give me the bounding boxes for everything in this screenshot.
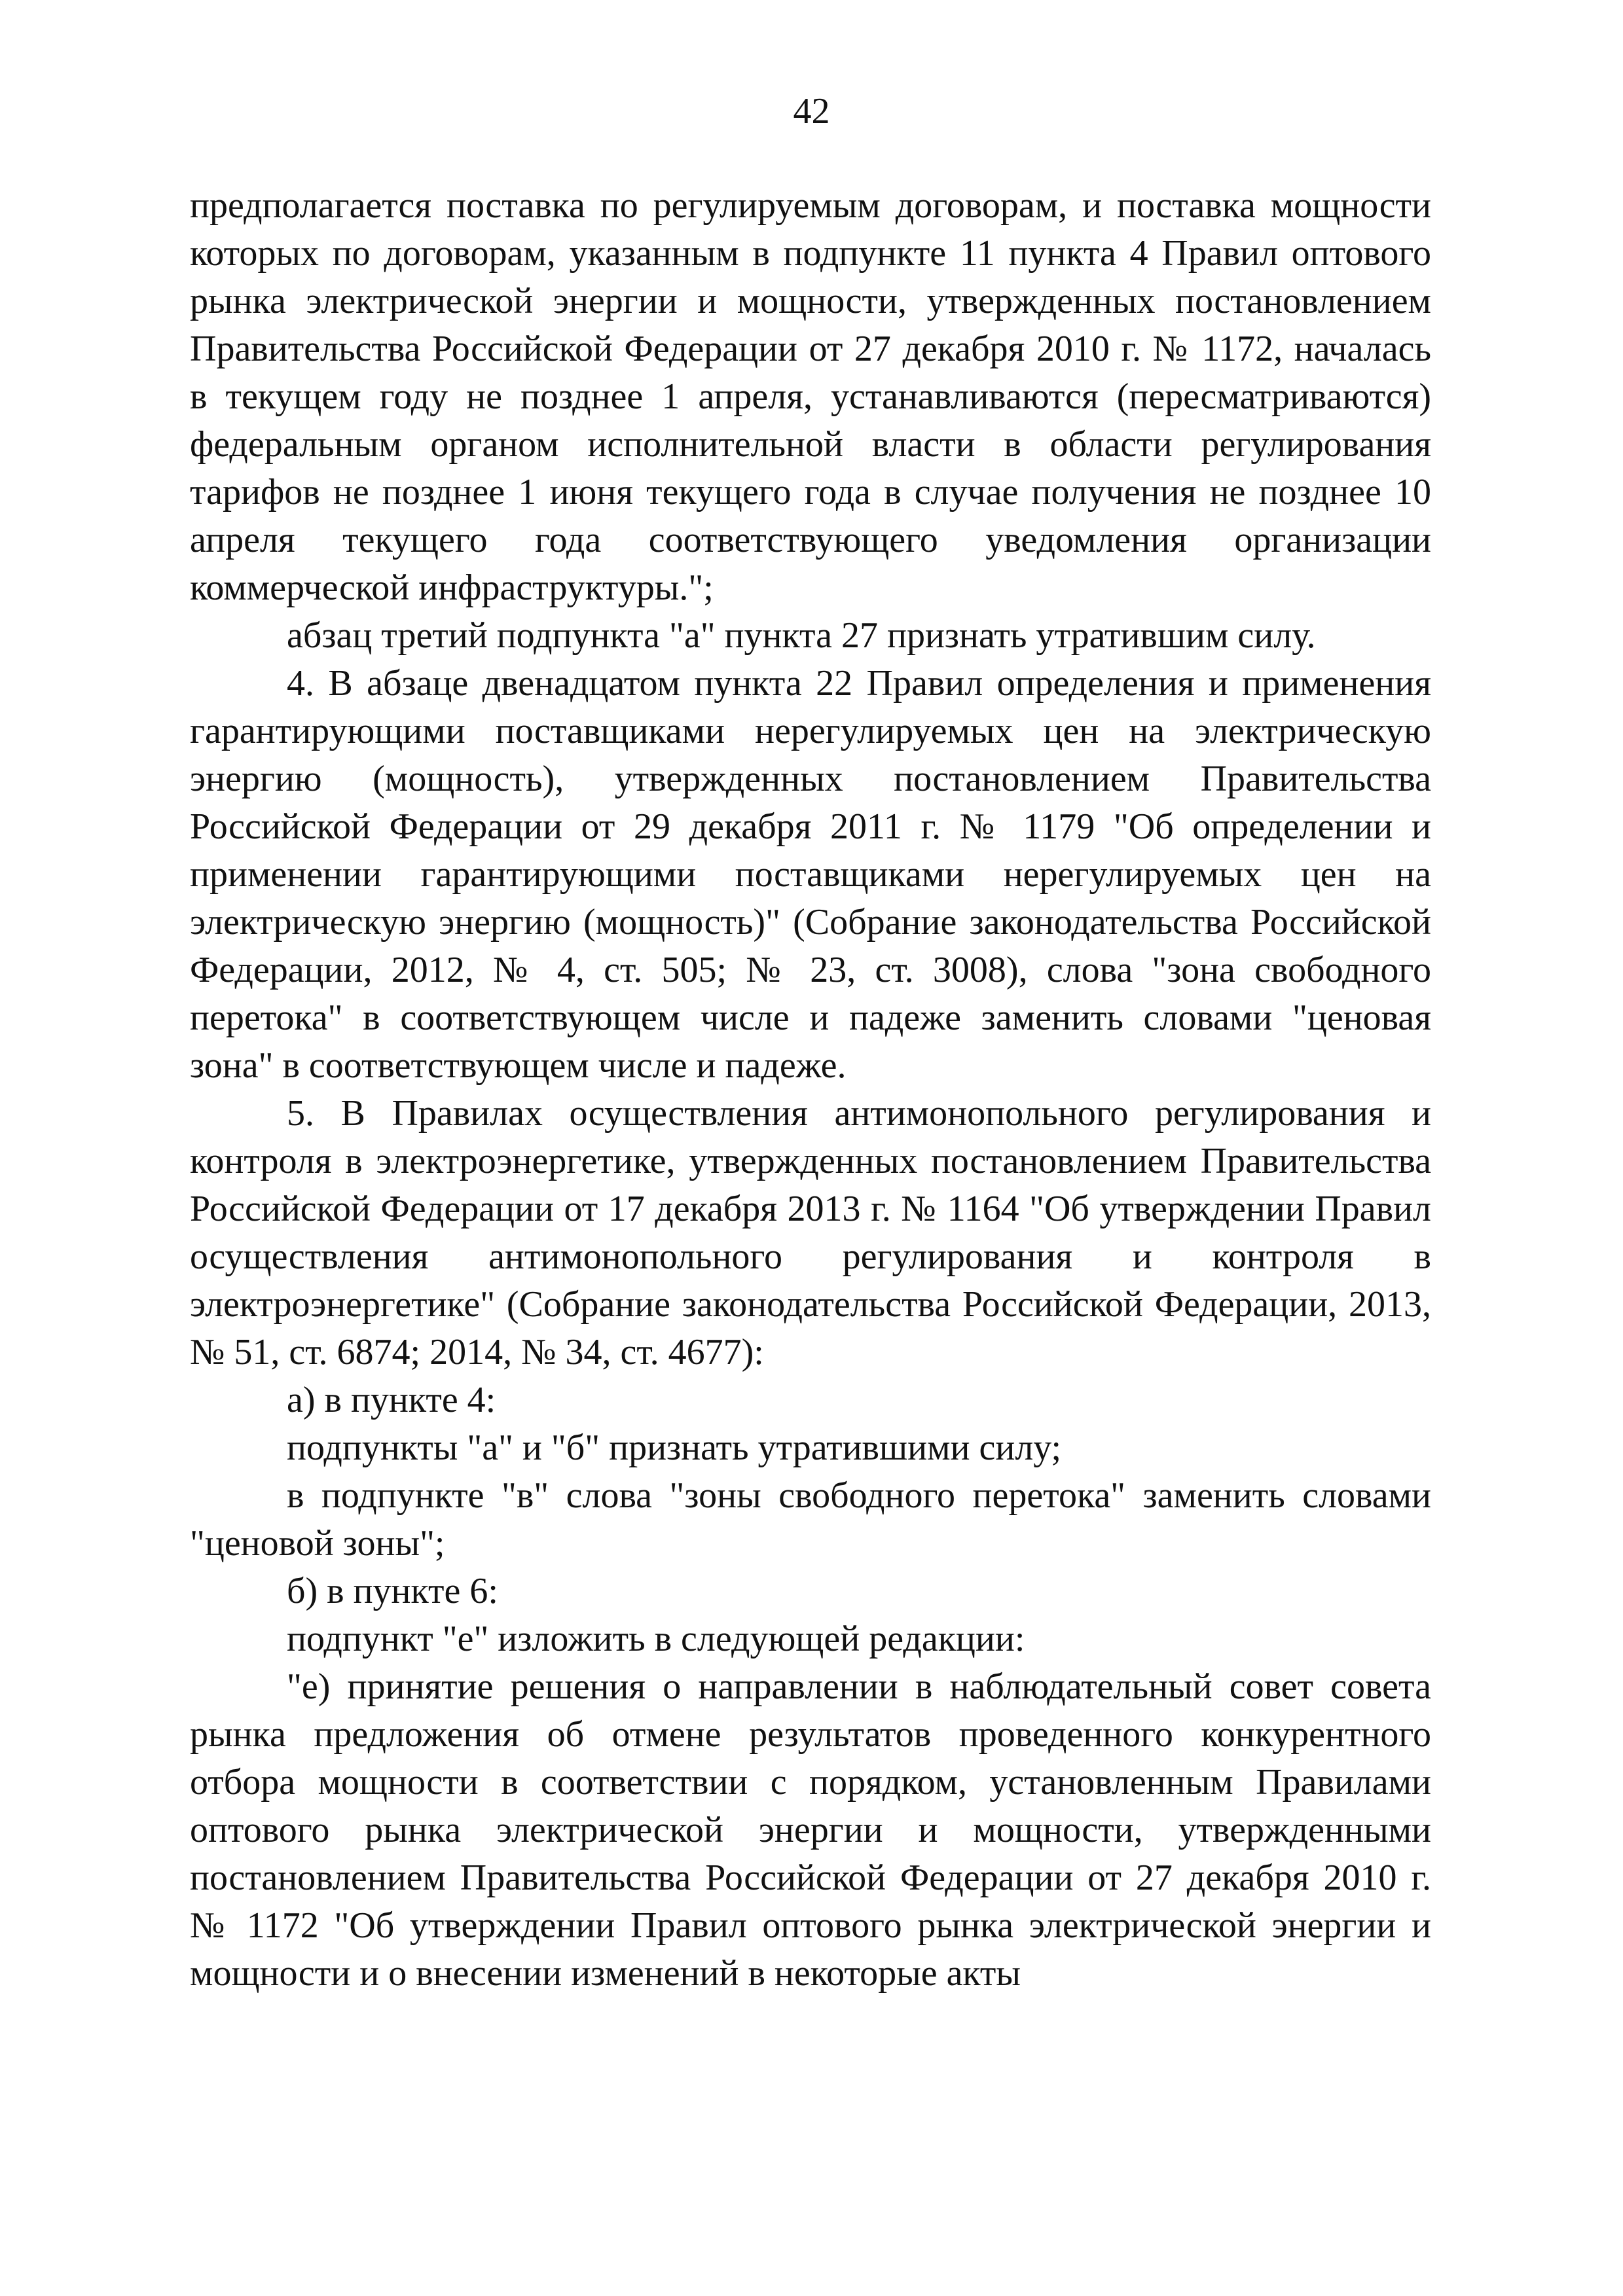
paragraph-subitem-a: а) в пункте 4: — [287, 1380, 496, 1420]
paragraph-subitems-a-b: подпункты "а" и "б" признать утратившими силу; — [287, 1427, 1062, 1468]
paragraph-abzac-tretiy: абзац третий подпункта "а" пункта 27 признать утратившим силу. — [287, 615, 1316, 656]
page-number: 42 — [793, 91, 830, 132]
paragraph-subitem-e-text: "е) принятие решения о направлении в наблюдательный совет совета рынка предложения об отмене результатов проведенного конкурентного отбора мощности в соответствии с порядком, установленным Правилами оптового рынка электрической энергии и мощности, утвержденными постановлением Правительства Российской Федерации от 27 декабря 2010 г. № 1172 "Об утверждении Правил оптового рынка электрической энергии и мощности и о внесении изменений в некоторые акты — [190, 1666, 1431, 1994]
paragraph-continuation: предполагается поставка по регулируемым договорам, и поставка мощности которых по договорам, указанным в подпункте 11 пункта 4 Правил оптового рынка электрической энергии и мощности, утвержденных постановлением Правительства Российской Федерации от 27 декабря 2010 г. № 1172, началась в текущем году не позднее 1 апреля, устанавливаются (пересматриваются) федеральным органом исполнительной власти в области регулирования тарифов не позднее 1 июня текущего года в случае получения не позднее 10 апреля текущего года соответствующего уведомления организации коммерческой инфраструктуры."; — [190, 185, 1431, 608]
paragraph-subitem-b: б) в пункте 6: — [287, 1571, 498, 1611]
paragraph-subitem-v: в подпункте "в" слова "зоны свободного перетока" заменить словами "ценовой зоны"; — [190, 1475, 1431, 1564]
document-body — [190, 182, 1431, 1998]
paragraph-item-5: 5. В Правилах осуществления антимонопольного регулирования и контроля в электроэнергетике, утвержденных постановлением Правительства Российской Федерации от 17 декабря 2013 г. № 1164 "Об утверждении Правил осуществления антимонопольного регулирования и контроля в электроэнергетике" (Собрание законодательства Российской Федерации, 2013, № 51, ст. 6874; 2014, № 34, ст. 4677): — [190, 1093, 1431, 1372]
paragraph-item-4: 4. В абзаце двенадцатом пункта 22 Правил определения и применения гарантирующими поставщиками нерегулируемых цен на электрическую энергию (мощность), утвержденных постановлением Правительства Российской Федерации от 29 декабря 2011 г. № 1179 "Об определении и применении гарантирующими поставщиками нерегулируемых цен на электрическую энергию (мощность)" (Собрание законодательства Российской Федерации, 2012, № 4, ст. 505; № 23, ст. 3008), слова "зона свободного перетока" в соответствующем числе и падеже заменить словами "ценовая зона" в соответствующем числе и падеже. — [190, 663, 1431, 1086]
paragraph-subitem-e-intro: подпункт "е" изложить в следующей редакции: — [287, 1619, 1025, 1659]
